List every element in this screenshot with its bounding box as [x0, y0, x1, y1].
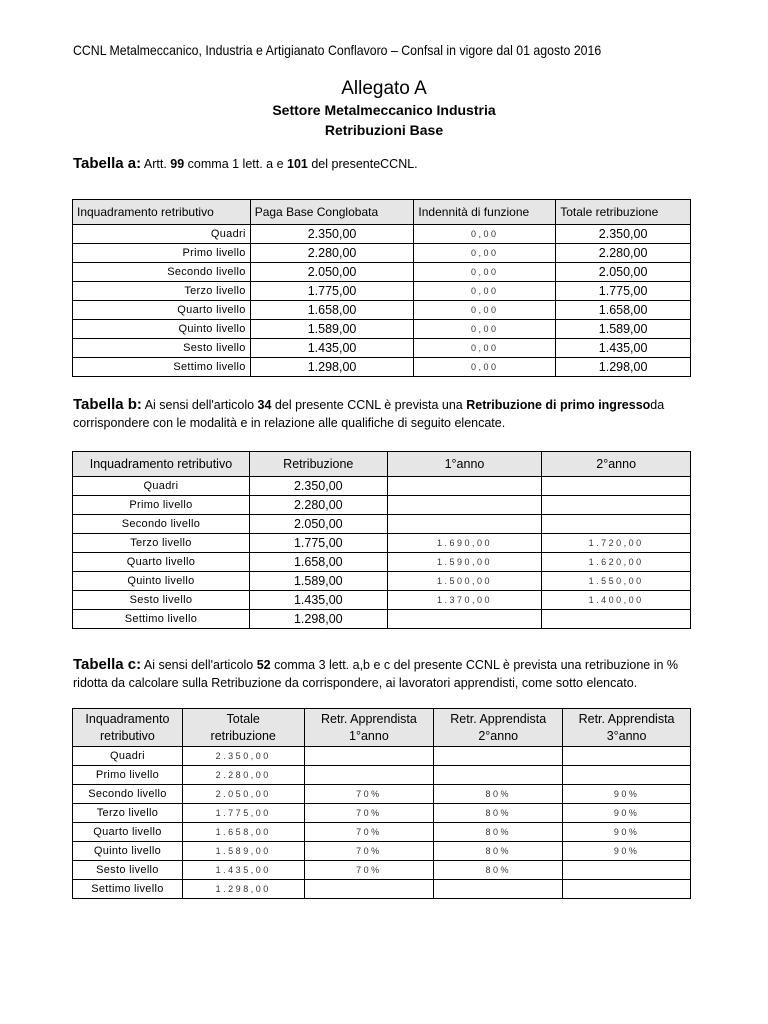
total-pay-value: 1.658,00 [556, 301, 691, 320]
apprentice-year1-percent [304, 747, 434, 766]
table-row [73, 358, 691, 377]
table-b-text: da [650, 398, 665, 412]
base-pay-value: 2.280,00 [250, 244, 414, 263]
first-year-value: 1.690,00 [387, 534, 542, 553]
base-pay-value: 1.589,00 [250, 320, 414, 339]
level-label: Terzo livello [73, 282, 251, 301]
apprentice-year3-percent: 90% [563, 823, 691, 842]
table-b-header: Retribuzione [249, 452, 387, 477]
entry-pay-value: 2.050,00 [249, 515, 387, 534]
table-a-article: 99 [170, 157, 185, 171]
second-year-value: 1.550,00 [542, 572, 691, 591]
level-label: Quinto livello [73, 572, 250, 591]
entry-pay-value: 1.658,00 [249, 553, 387, 572]
table-row [73, 785, 691, 804]
table-row [73, 747, 691, 766]
level-label: Terzo livello [73, 804, 183, 823]
apprentice-year3-percent [563, 861, 691, 880]
apprentice-year2-percent [434, 766, 563, 785]
table-b-lead: Tabella b: [73, 396, 142, 413]
total-pay-value: 1.775,00 [182, 804, 304, 823]
table-row [73, 610, 691, 629]
table-a-lead: Tabella a: [73, 155, 142, 172]
table-a-header: Inquadramento retributivo [73, 200, 251, 225]
base-pay-value: 1.658,00 [250, 301, 414, 320]
second-year-value: 1.400,00 [542, 591, 691, 610]
table-c-intro [73, 656, 678, 692]
base-pay-value: 2.050,00 [250, 263, 414, 282]
table-a-text: Artt. [141, 157, 171, 171]
table-b-highlight: Retribuzione di primo ingresso [466, 398, 651, 412]
header-line-1: Totale [226, 711, 260, 726]
entry-pay-value: 1.775,00 [249, 534, 387, 553]
table-c-text: Ai sensi dell'articolo [141, 658, 257, 672]
header-line-1: Inquadramento [85, 711, 170, 726]
table-a-header: Totale retribuzione [556, 200, 691, 225]
function-allowance-value: 0,00 [414, 301, 556, 320]
base-pay-value: 1.775,00 [250, 282, 414, 301]
apprentice-year2-percent: 80% [434, 804, 563, 823]
table-a-header: Indennità di funzione [414, 200, 556, 225]
function-allowance-value: 0,00 [414, 244, 556, 263]
apprentice-year1-percent [304, 880, 434, 899]
function-allowance-value: 0,00 [414, 320, 556, 339]
apprentice-year2-percent: 80% [434, 861, 563, 880]
table-row [73, 320, 691, 339]
level-label: Quadri [73, 225, 251, 244]
table-c-header [182, 709, 304, 747]
level-label: Sesto livello [73, 861, 183, 880]
entry-pay-value: 1.298,00 [249, 610, 387, 629]
level-label: Quadri [73, 747, 183, 766]
function-allowance-value: 0,00 [414, 339, 556, 358]
apprentice-year2-percent: 80% [434, 785, 563, 804]
table-b-text: del presente CCNL è prevista una [271, 398, 467, 412]
first-year-value: 1.590,00 [387, 553, 542, 572]
total-pay-value: 2.280,00 [556, 244, 691, 263]
header-line-1: Retr. Apprendista [320, 711, 417, 726]
second-year-value [542, 515, 691, 534]
base-pay-value: 1.435,00 [250, 339, 414, 358]
table-row [73, 534, 691, 553]
table-b-header: 1°anno [387, 452, 542, 477]
total-pay-value: 2.350,00 [556, 225, 691, 244]
function-allowance-value: 0,00 [414, 358, 556, 377]
level-label: Secondo livello [73, 785, 183, 804]
table-row [73, 263, 691, 282]
table-row [73, 861, 691, 880]
level-label: Sesto livello [73, 591, 250, 610]
entry-pay-value: 2.280,00 [249, 496, 387, 515]
table-row [73, 244, 691, 263]
table-b-header: 2°anno [542, 452, 691, 477]
header-line-1: Retr. Apprendista [450, 711, 547, 726]
table-row [73, 572, 691, 591]
first-year-value [387, 496, 542, 515]
total-pay-value: 2.350,00 [182, 747, 304, 766]
header-line-2: 2°anno [478, 728, 519, 743]
table-c-article: 52 [256, 658, 271, 672]
total-pay-value: 1.435,00 [182, 861, 304, 880]
table-a-article: 101 [287, 157, 308, 171]
table-row [73, 804, 691, 823]
apprentice-year3-percent: 90% [563, 804, 691, 823]
base-pay-value: 1.298,00 [250, 358, 414, 377]
second-year-value: 1.620,00 [542, 553, 691, 572]
total-pay-value: 2.050,00 [182, 785, 304, 804]
first-year-value [387, 515, 542, 534]
apprentice-year1-percent: 70% [304, 785, 434, 804]
first-year-value [387, 610, 542, 629]
header-line-2: retributivo [99, 728, 155, 743]
apprentice-year1-percent: 70% [304, 861, 434, 880]
table-row [73, 880, 691, 899]
table-c-header [563, 709, 691, 747]
apprentice-year1-percent: 70% [304, 804, 434, 823]
apprentice-year3-percent: 90% [563, 842, 691, 861]
table-b-header: Inquadramento retributivo [73, 452, 250, 477]
total-pay-value: 1.589,00 [182, 842, 304, 861]
table-c [72, 708, 691, 899]
base-pay-value: 2.350,00 [250, 225, 414, 244]
total-pay-value: 1.775,00 [556, 282, 691, 301]
total-pay-value: 1.298,00 [556, 358, 691, 377]
total-pay-value: 1.589,00 [556, 320, 691, 339]
table-b-text: Ai sensi dell'articolo [141, 398, 258, 412]
level-label: Settimo livello [73, 610, 250, 629]
table-row [73, 282, 691, 301]
table-a-header: Paga Base Conglobata [250, 200, 414, 225]
entry-pay-value: 2.350,00 [249, 477, 387, 496]
table-c-text: comma 3 lett. a,b e c del presente CCNL è prevista una retribuzione in % [270, 658, 679, 672]
entry-pay-value: 1.435,00 [249, 591, 387, 610]
document-header: CCNL Metalmeccanico, Industria e Artigianato Conflavoro – Confsal in vigore dal 01 agosto 2016 [73, 42, 602, 58]
total-pay-value: 1.298,00 [182, 880, 304, 899]
document-subtitle-base: Retribuzioni Base [324, 122, 444, 138]
table-row [73, 477, 691, 496]
second-year-value: 1.720,00 [542, 534, 691, 553]
total-pay-value: 1.435,00 [556, 339, 691, 358]
table-row [73, 339, 691, 358]
table-a-text: del presenteCCNL. [307, 157, 418, 171]
function-allowance-value: 0,00 [414, 263, 556, 282]
table-row [73, 301, 691, 320]
total-pay-value: 2.050,00 [556, 263, 691, 282]
apprentice-year3-percent [563, 880, 691, 899]
apprentice-year3-percent [563, 747, 691, 766]
level-label: Quarto livello [73, 823, 183, 842]
level-label: Secondo livello [73, 263, 251, 282]
level-label: Terzo livello [73, 534, 250, 553]
second-year-value [542, 610, 691, 629]
function-allowance-value: 0,00 [414, 282, 556, 301]
table-b-text-line2: corrispondere con le modalità e in relazione alle qualifiche di seguito elencate. [73, 416, 506, 430]
level-label: Quadri [73, 477, 250, 496]
table-row [73, 766, 691, 785]
apprentice-year1-percent [304, 766, 434, 785]
table-row [73, 553, 691, 572]
table-row [73, 842, 691, 861]
table-row [73, 496, 691, 515]
table-c-header [434, 709, 563, 747]
apprentice-year3-percent [563, 766, 691, 785]
level-label: Sesto livello [73, 339, 251, 358]
level-label: Secondo livello [73, 515, 250, 534]
first-year-value: 1.500,00 [387, 572, 542, 591]
apprentice-year2-percent [434, 747, 563, 766]
table-b-article: 34 [257, 398, 272, 412]
level-label: Primo livello [73, 496, 250, 515]
table-c-header [73, 709, 183, 747]
first-year-value: 1.370,00 [387, 591, 542, 610]
header-line-2: 1°anno [349, 728, 389, 743]
level-label: Primo livello [73, 244, 251, 263]
level-label: Quarto livello [73, 301, 251, 320]
second-year-value [542, 477, 691, 496]
apprentice-year1-percent: 70% [304, 823, 434, 842]
table-row [73, 591, 691, 610]
document-subtitle-sector: Settore Metalmeccanico Industria [272, 102, 496, 118]
apprentice-year3-percent: 90% [563, 785, 691, 804]
table-b [72, 451, 691, 629]
header-line-2: retribuzione [210, 728, 276, 743]
header-line-2: 3°anno [606, 728, 647, 743]
header-line-1: Retr. Apprendista [578, 711, 675, 726]
table-row [73, 225, 691, 244]
table-c-lead: Tabella c: [73, 656, 142, 673]
total-pay-value: 2.280,00 [182, 766, 304, 785]
second-year-value [542, 496, 691, 515]
apprentice-year1-percent: 70% [304, 842, 434, 861]
function-allowance-value: 0,00 [414, 225, 556, 244]
table-a-intro [73, 155, 418, 173]
level-label: Settimo livello [73, 358, 251, 377]
level-label: Quinto livello [73, 320, 251, 339]
table-a [72, 199, 691, 377]
level-label: Quarto livello [73, 553, 250, 572]
table-b-intro [73, 396, 664, 432]
table-row [73, 515, 691, 534]
total-pay-value: 1.658,00 [182, 823, 304, 842]
apprentice-year2-percent: 80% [434, 823, 563, 842]
entry-pay-value: 1.589,00 [249, 572, 387, 591]
table-c-text-line2: ridotta da calcolare sulla Retribuzione da corrispondere, ai lavoratori apprendisti, come sotto elencato. [73, 676, 638, 690]
apprentice-year2-percent: 80% [434, 842, 563, 861]
level-label: Quinto livello [73, 842, 183, 861]
apprentice-year2-percent [434, 880, 563, 899]
document-title: Allegato A [341, 78, 427, 99]
table-c-header [304, 709, 434, 747]
level-label: Primo livello [73, 766, 183, 785]
table-a-text: comma 1 lett. a e [184, 157, 288, 171]
table-row [73, 823, 691, 842]
level-label: Settimo livello [73, 880, 183, 899]
first-year-value [387, 477, 542, 496]
